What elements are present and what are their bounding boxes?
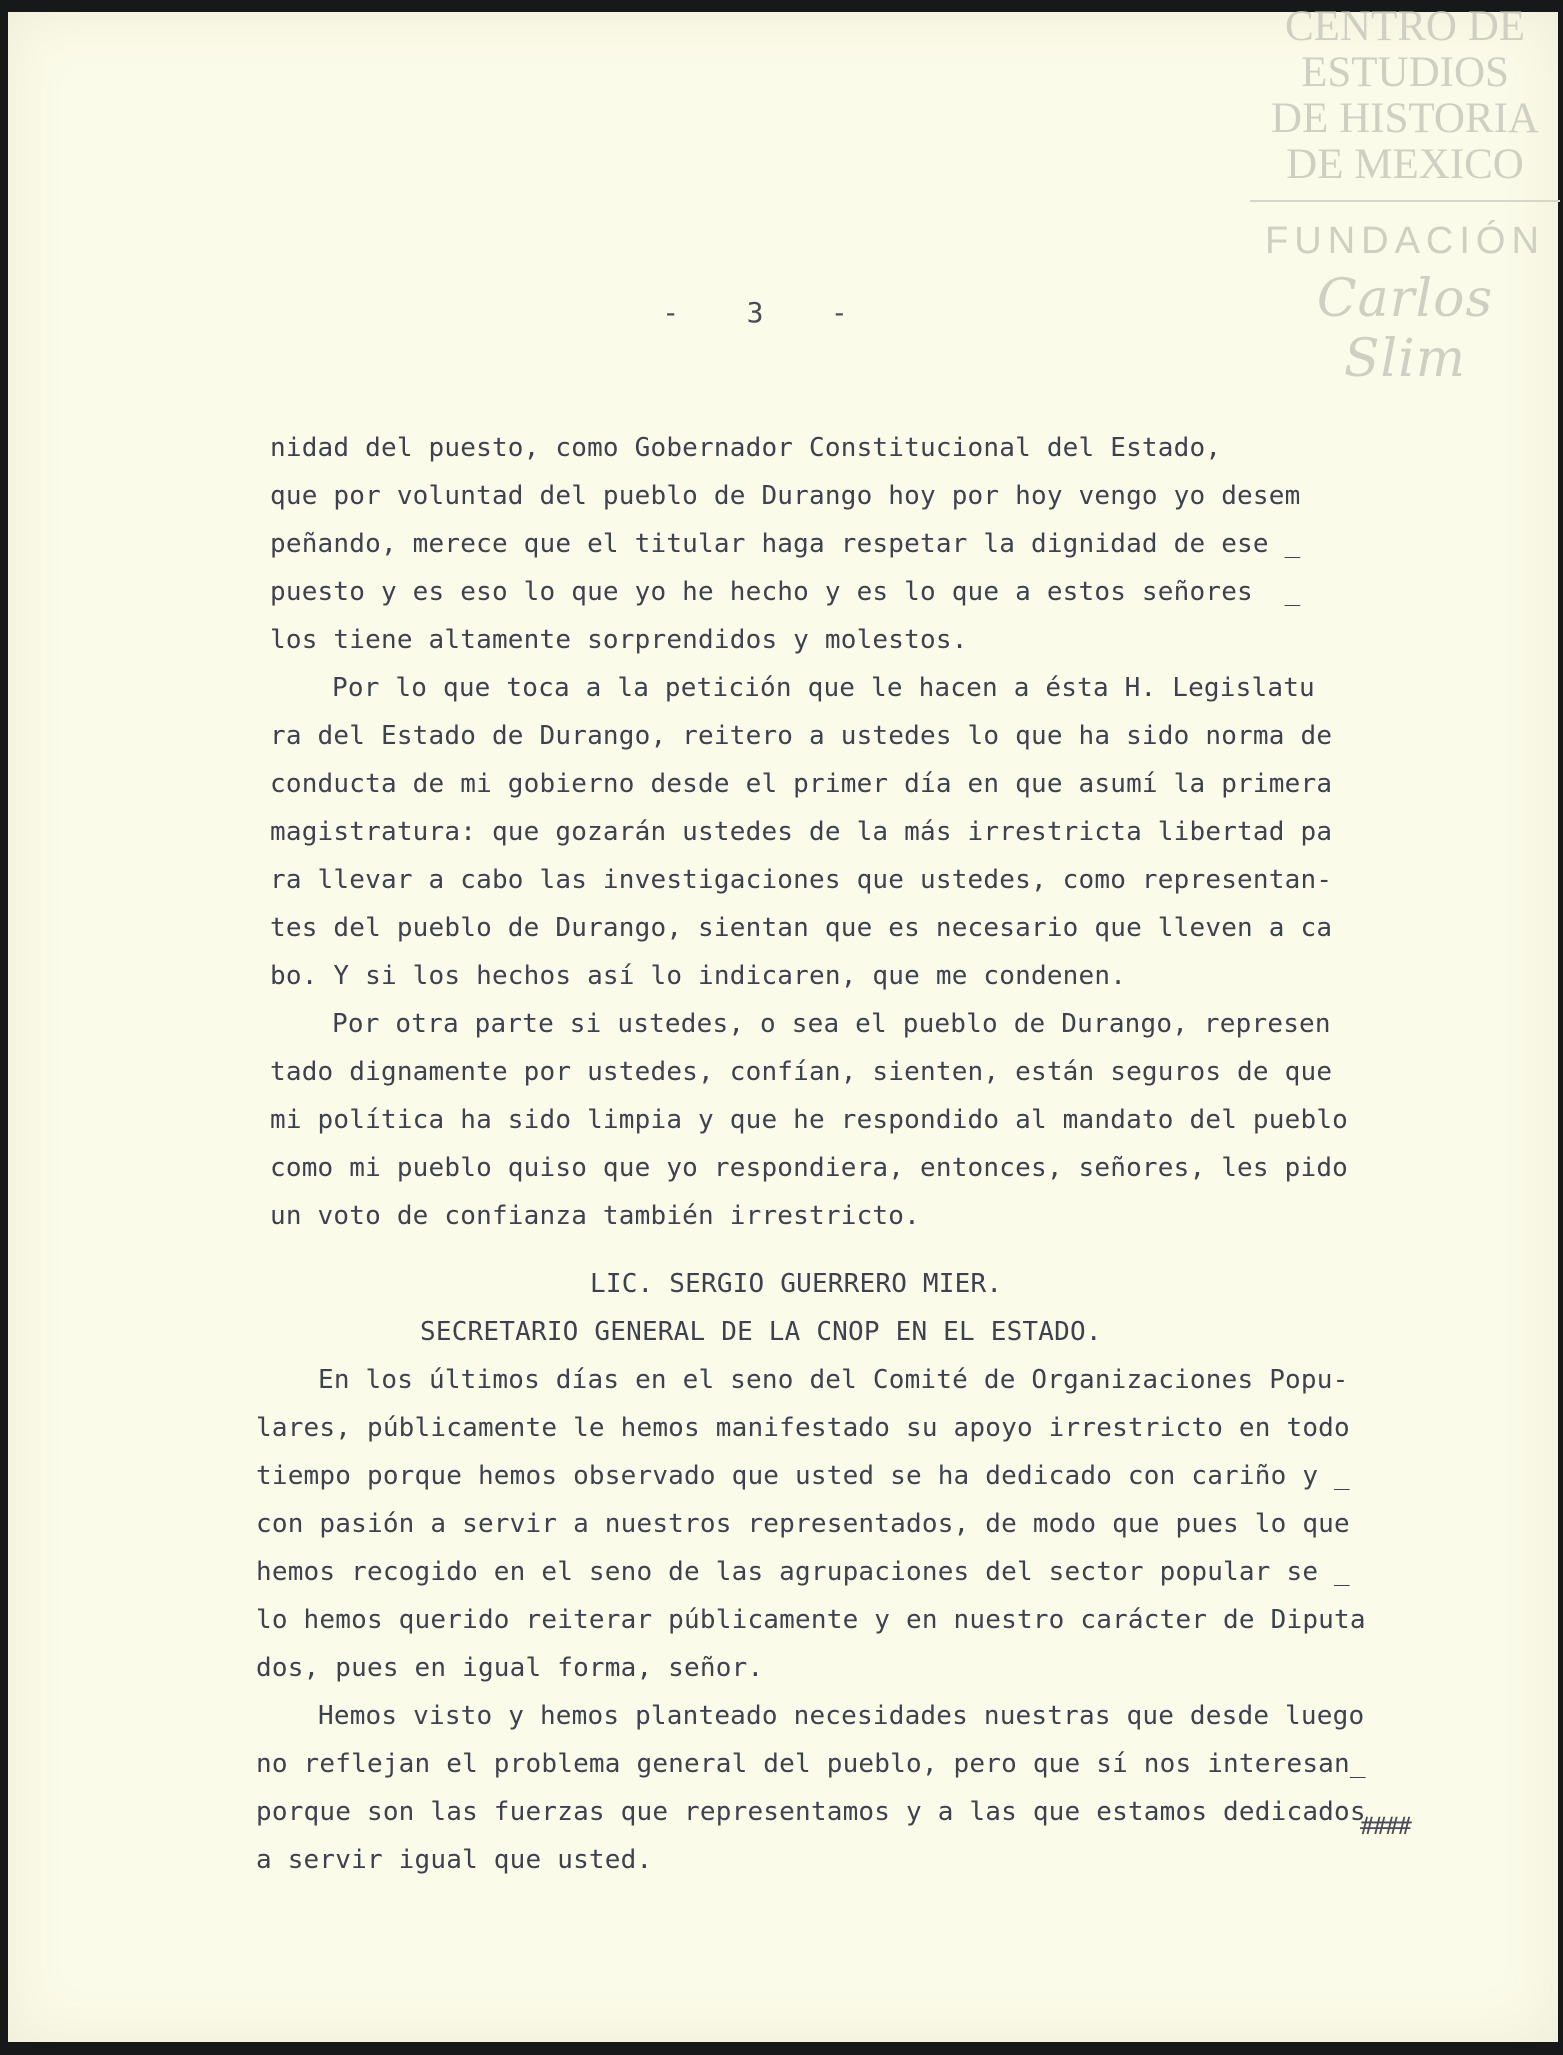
paragraph-5 xyxy=(256,1692,1420,1884)
watermark-fundacion: FUNDACIÓN xyxy=(1265,220,1545,262)
watermark-line-2: ESTUDIOS xyxy=(1301,49,1509,96)
text-line: mi política ha sido limpia y que he respondido al mandato del pueblo xyxy=(270,1105,1349,1135)
text-line: con pasión a servir a nuestros representados, de modo que pues lo que xyxy=(256,1509,1350,1539)
end-mark: #### xyxy=(1360,1812,1410,1840)
text-line: puesto y es eso lo que yo he hecho y es lo que a estos señores _ xyxy=(270,577,1301,607)
text-line: bo. Y si los hechos así lo indicaren, que me condenen. xyxy=(270,961,1127,991)
text-line: hemos recogido en el seno de las agrupaciones del sector popular se _ xyxy=(256,1557,1350,1587)
text-line: lo hemos querido reiterar públicamente y en nuestro carácter de Diputa xyxy=(256,1605,1366,1635)
watermark-signature: Carlos Slim xyxy=(1316,269,1494,389)
text-line: porque son las fuerzas que representamos y a las que estamos dedicados xyxy=(256,1797,1366,1827)
text-line: magistratura: que gozarán ustedes de la más irrestricta libertad pa xyxy=(270,817,1333,847)
text-line: peñando, merece que el titular haga respetar la dignidad de ese _ xyxy=(270,529,1301,559)
paragraph-3 xyxy=(270,1000,1420,1240)
text-line: tes del pueblo de Durango, sientan que es necesario que lleven a ca xyxy=(270,913,1333,943)
watermark-line-3: DE HISTORIA xyxy=(1271,95,1539,142)
text-line: En los últimos días en el seno del Comité de Organizaciones Popu- xyxy=(318,1365,1349,1395)
text-line: a servir igual que usted. xyxy=(256,1845,653,1875)
text-line: dos, pues en igual forma, señor. xyxy=(256,1653,764,1683)
text-line: tado dignamente por ustedes, confían, sienten, están seguros de que xyxy=(270,1057,1333,1087)
paragraph-4 xyxy=(256,1356,1420,1692)
text-line: tiempo porque hemos observado que usted se ha dedicado con cariño y _ xyxy=(256,1461,1350,1491)
speaker-name: LIC. SERGIO GUERRERO MIER. xyxy=(590,1269,1003,1299)
text-line: conducta de mi gobierno desde el primer día en que asumí la primera xyxy=(270,769,1333,799)
text-line: que por voluntad del pueblo de Durango hoy por hoy vengo yo desem xyxy=(270,481,1301,511)
speaker-title: SECRETARIO GENERAL DE LA CNOP EN EL ESTADO. xyxy=(420,1317,1102,1347)
text-line: ra llevar a cabo las investigaciones que ustedes, como representan- xyxy=(270,865,1333,895)
text-line: lares, públicamente le hemos manifestado su apoyo irrestricto en todo xyxy=(256,1413,1350,1443)
document-body xyxy=(256,424,1420,1884)
paragraph-1 xyxy=(270,424,1420,664)
text-line: Por otra parte si ustedes, o sea el pueblo de Durango, represen xyxy=(332,1009,1331,1039)
text-line: ra del Estado de Durango, reitero a ustedes lo que ha sido norma de xyxy=(270,721,1333,751)
text-line: Hemos visto y hemos planteado necesidades nuestras que desde luego xyxy=(318,1701,1365,1731)
paragraph-2 xyxy=(270,664,1420,1000)
watermark-line-4: DE MEXICO xyxy=(1286,141,1524,188)
watermark-divider xyxy=(1250,200,1560,202)
page-number: - 3 - xyxy=(662,296,848,329)
watermark-line-1: CENTRO DE xyxy=(1284,3,1526,50)
text-line: no reflejan el problema general del pueblo, pero que sí nos interesan_ xyxy=(256,1749,1366,1779)
archive-watermark xyxy=(1250,4,1560,389)
text-line: los tiene altamente sorprendidos y molestos. xyxy=(270,625,968,655)
text-line: nidad del puesto, como Gobernador Constitucional del Estado, xyxy=(270,433,1222,463)
text-line: como mi pueblo quiso que yo respondiera, entonces, señores, les pido xyxy=(270,1153,1349,1183)
text-line: Por lo que toca a la petición que le hacen a ésta H. Legislatu xyxy=(332,673,1315,703)
text-line: un voto de confianza también irrestricto. xyxy=(270,1201,920,1231)
